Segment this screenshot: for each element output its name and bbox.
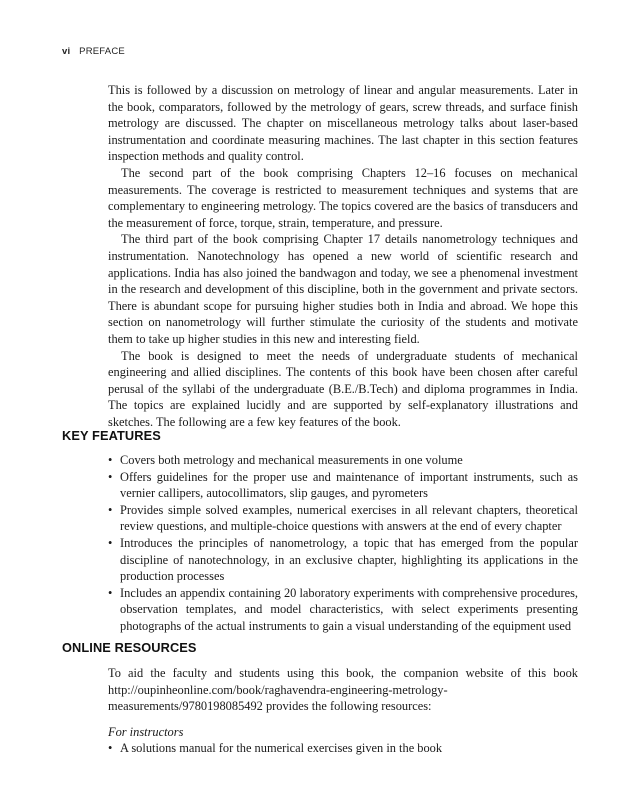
page-number: vi bbox=[62, 46, 71, 57]
list-item: • Offers guidelines for the proper use and maintenance of important instruments, such as vernier callipers, autocollimators, slip gauges, and pyrometers bbox=[108, 469, 578, 502]
online-resources-section bbox=[108, 665, 578, 757]
key-features-heading: KEY FEATURES bbox=[62, 428, 161, 443]
key-features-list bbox=[108, 452, 578, 635]
list-item: • A solutions manual for the numerical exercises given in the book bbox=[108, 740, 578, 757]
list-item: • Provides simple solved examples, numerical exercises in all relevant chapters, theoretical review questions, and multiple-choice questions with answers at the end of every chapter bbox=[108, 502, 578, 535]
list-item: • Includes an appendix containing 20 laboratory experiments with comprehensive procedures, observation templates, and model characteristics, with select experiments presenting photographs of the actual instruments to gain a visual understanding of the equipment used bbox=[108, 585, 578, 635]
section-title: PREFACE bbox=[79, 46, 125, 57]
instructors-subheading: For instructors bbox=[108, 724, 184, 739]
intro-paragraph: The second part of the book comprising Chapters 12–16 focuses on mechanical measurements. The coverage is restricted to measurement techniques and systems that are complementary to engineering metrology. The topics covered are the basics of transducers and the measurement of force, torque, strain, temperature, and pressure. bbox=[108, 165, 578, 230]
intro-paragraph: The book is designed to meet the needs of undergraduate students of mechanical engineering and allied disciplines. The contents of this book have been chosen after careful perusal of the syllabi of the undergraduate (B.E./B.Tech) and diploma programmes in India. The topics are explained lucidly and are supported by self-explanatory illustrations and sketches. The following are a few key features of the book. bbox=[108, 348, 578, 429]
intro-paragraph: This is followed by a discussion on metrology of linear and angular measurements. Later in the book, comparators, followed by the metrology of gears, screw threads, and surface finish metrology are discussed. The chapter on miscellaneous metrology talks about laser-based instrumentation and coordinate measuring machines. The last chapter in this section features inspection methods and quality control. bbox=[108, 83, 578, 164]
intro-section bbox=[108, 82, 578, 430]
running-head bbox=[62, 46, 125, 57]
key-features-list-container bbox=[108, 452, 578, 635]
intro-paragraph: The third part of the book comprising Chapter 17 details nanometrology techniques and instrumentation. Nanotechnology has opened a new world of scientific research and applications. India has also joined the bandwagon and today, we see a phenomenal investment in the research and development of this discipline, both in the government and private sectors. There is abundant scope for pursuing higher studies both in India and abroad. We hope this section on nanometrology will further stimulate the curiosity of the students and motivate them to take up higher studies in this new and interesting field. bbox=[108, 232, 578, 346]
list-item: • Covers both metrology and mechanical measurements in one volume bbox=[108, 452, 578, 469]
instructor-resources-list bbox=[108, 740, 578, 757]
online-resources-paragraph: To aid the faculty and students using this book, the companion website of this book http://oupinheonline.com/book/raghavendra-engineering-metrology-measurements/9780198085492 provides the following resources: bbox=[108, 666, 578, 714]
online-resources-heading: ONLINE RESOURCES bbox=[62, 640, 197, 655]
list-item: • Introduces the principles of nanometrology, a topic that has emerged from the popular discipline of nanotechnology, in an exclusive chapter, highlighting its applications in the production processes bbox=[108, 535, 578, 585]
